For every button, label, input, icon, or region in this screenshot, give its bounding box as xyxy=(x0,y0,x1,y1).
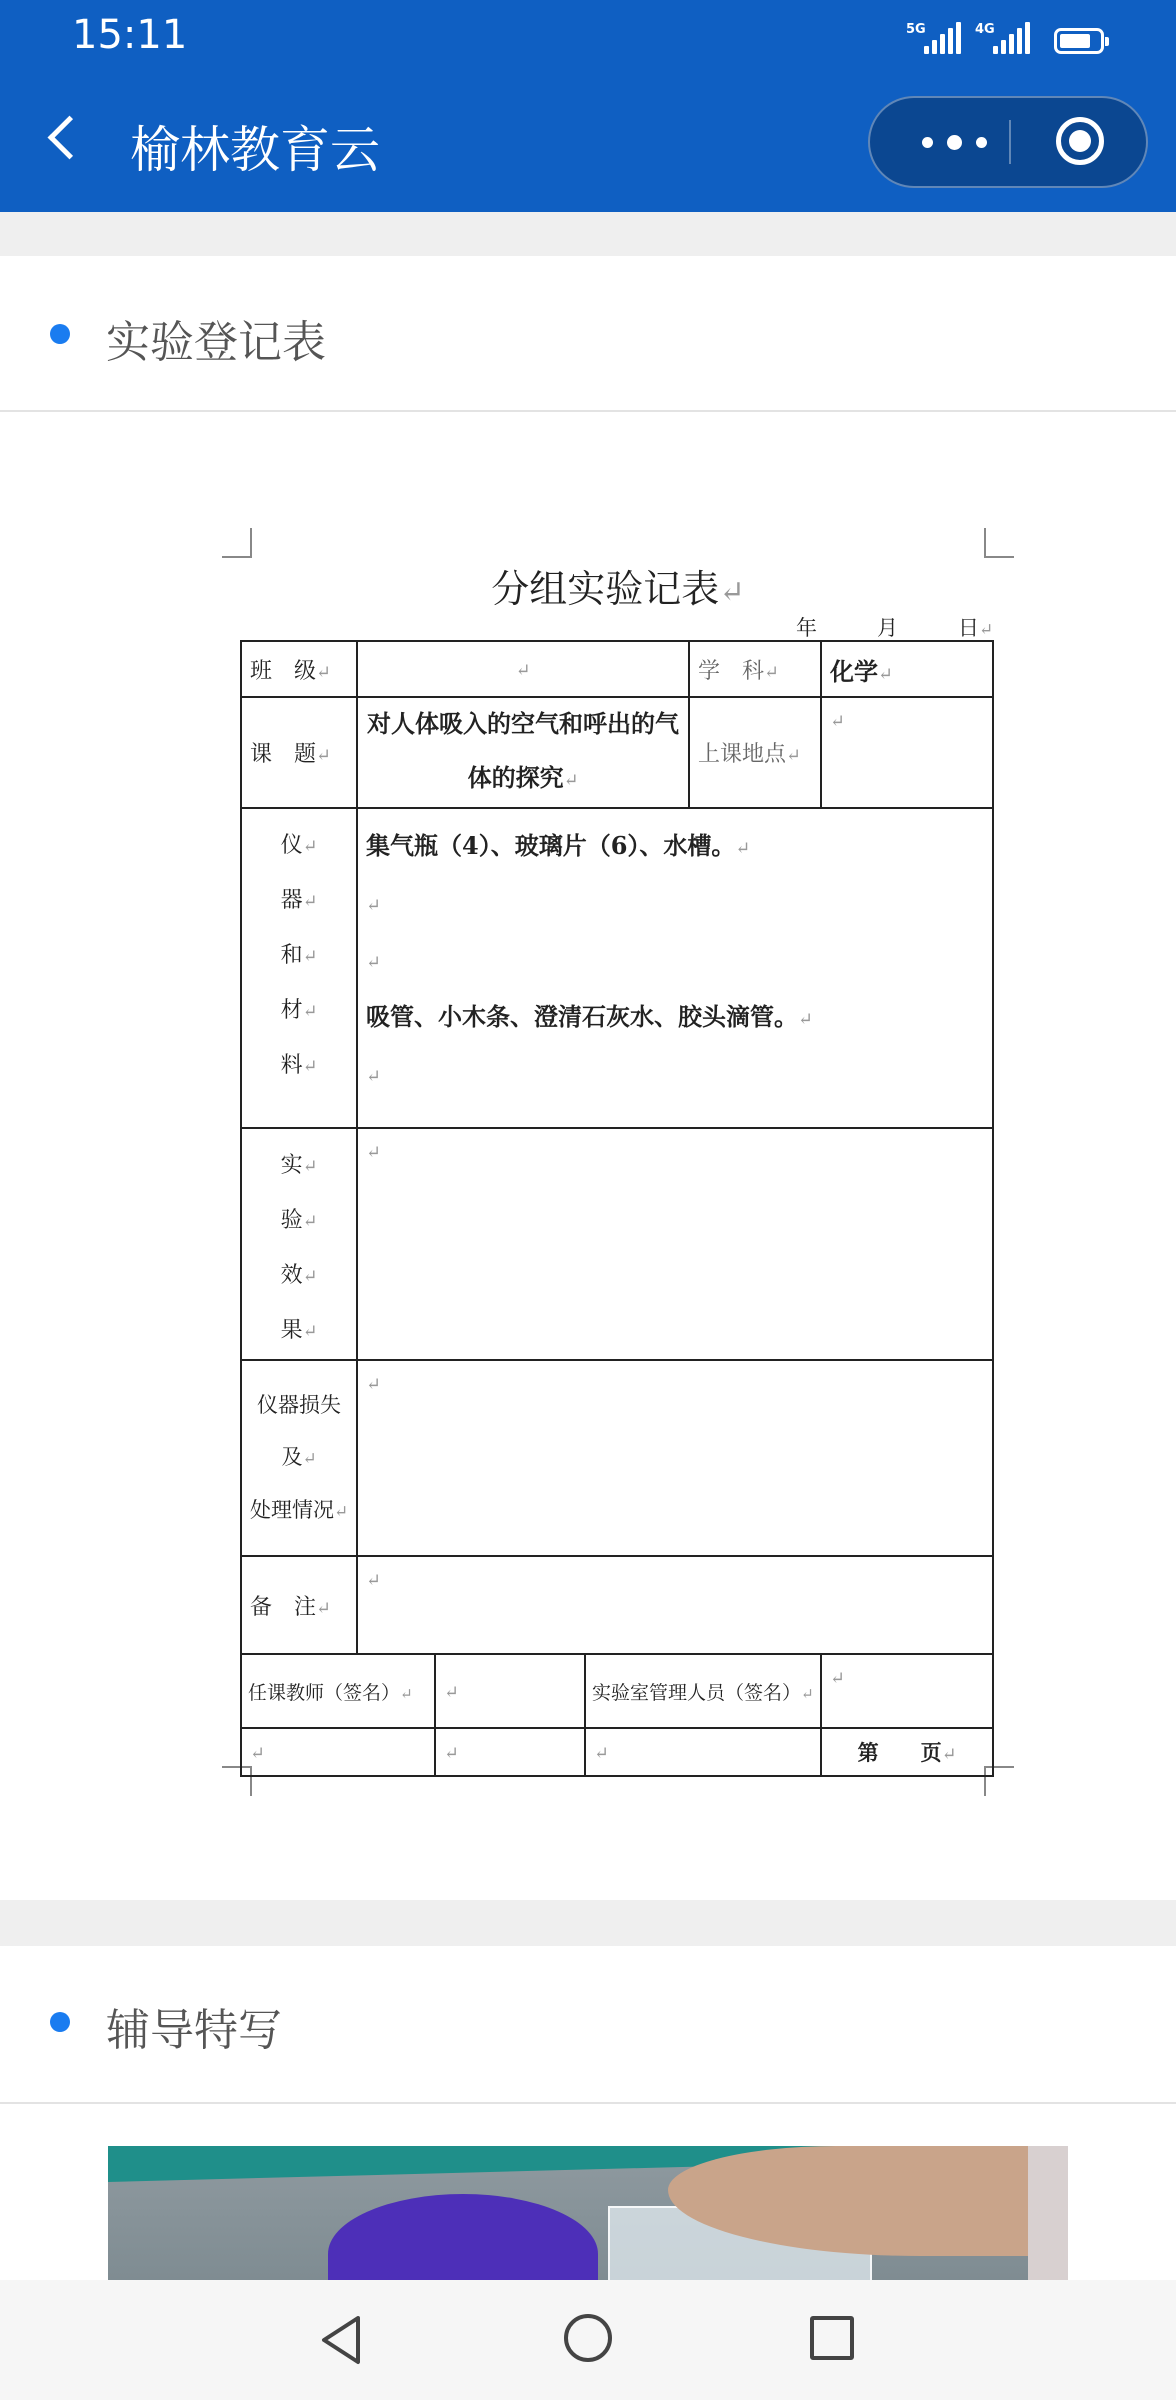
location-value: ↵ xyxy=(821,697,993,808)
effect-value: ↵ xyxy=(357,1128,993,1360)
close-mini-program-button[interactable] xyxy=(1056,117,1104,165)
class-value: ↵ xyxy=(357,641,689,697)
subject-value: 化学↵ xyxy=(821,641,993,697)
section-title: 辅导特写 xyxy=(106,2005,282,2056)
subject-label: 学 科↵ xyxy=(689,641,821,697)
capsule-divider xyxy=(1009,120,1011,164)
tutoring-photo[interactable] xyxy=(108,2146,1068,2280)
class-label: 班 级↵ xyxy=(241,641,357,697)
more-dots-icon xyxy=(922,137,933,148)
section-title: 实验登记表 xyxy=(106,317,326,368)
top-bar xyxy=(0,0,1176,212)
bullet-dot-icon xyxy=(50,2012,70,2032)
remark-label: 备 注↵ xyxy=(241,1556,357,1654)
effect-label: 实↵ 验↵ 效↵ 果↵ xyxy=(241,1128,357,1360)
system-nav-bar xyxy=(0,2280,1176,2400)
section-heading-tutoring xyxy=(0,1946,1176,2104)
triangle-back-icon[interactable] xyxy=(318,2314,364,2366)
footer-cell-1: ↵ xyxy=(241,1728,435,1776)
footer-cell-3: ↵ xyxy=(585,1728,821,1776)
document-date: 年 月 日↵ xyxy=(796,616,994,640)
teacher-sign-value: ↵ xyxy=(435,1654,585,1728)
loss-label: 仪器损失 及↵ 处理情况↵ xyxy=(241,1360,357,1556)
teacher-sign-label: 任课教师（签名）↵ xyxy=(241,1654,435,1728)
mini-program-capsule xyxy=(868,96,1148,188)
more-button[interactable] xyxy=(910,98,1000,186)
location-label: 上课地点↵ xyxy=(689,697,821,808)
signal-5g-icon: 5G xyxy=(906,22,961,54)
record-table xyxy=(240,640,994,1777)
footer-cell-2: ↵ xyxy=(435,1728,585,1776)
section-heading-experiment xyxy=(0,256,1176,412)
equipment-value: 集气瓶（4）、玻璃片（6）、水槽。↵ ↵ ↵ 吸管、小木条、澄清石灰水、胶头滴管。↵ ↵ xyxy=(357,808,993,1128)
square-recent-icon[interactable] xyxy=(810,2316,854,2360)
signal-4g-icon: 4G xyxy=(975,22,1030,54)
battery-icon xyxy=(1054,28,1104,54)
equipment-label: 仪↵ 器↵ 和↵ 材↵ 料↵ xyxy=(241,808,357,1128)
back-button[interactable] xyxy=(34,108,94,172)
document-title: 分组实验记表↵ xyxy=(491,567,745,611)
page-number-label: 第 页↵ xyxy=(821,1728,993,1776)
loss-value: ↵ xyxy=(357,1360,993,1556)
status-time: 15:11 xyxy=(72,12,188,58)
app-title: 榆林教育云 xyxy=(130,121,380,179)
topic-value: 对人体吸入的空气和呼出的气体的探究↵ xyxy=(357,697,689,808)
remark-value: ↵ xyxy=(357,1556,993,1654)
circle-home-icon[interactable] xyxy=(564,2314,612,2362)
manager-sign-label: 实验室管理人员（签名）↵ xyxy=(585,1654,821,1728)
status-icons xyxy=(906,18,1104,54)
experiment-record-image[interactable] xyxy=(222,528,1014,1796)
bullet-dot-icon xyxy=(50,324,70,344)
topic-label: 课 题↵ xyxy=(241,697,357,808)
manager-sign-value: ↵ xyxy=(821,1654,993,1728)
